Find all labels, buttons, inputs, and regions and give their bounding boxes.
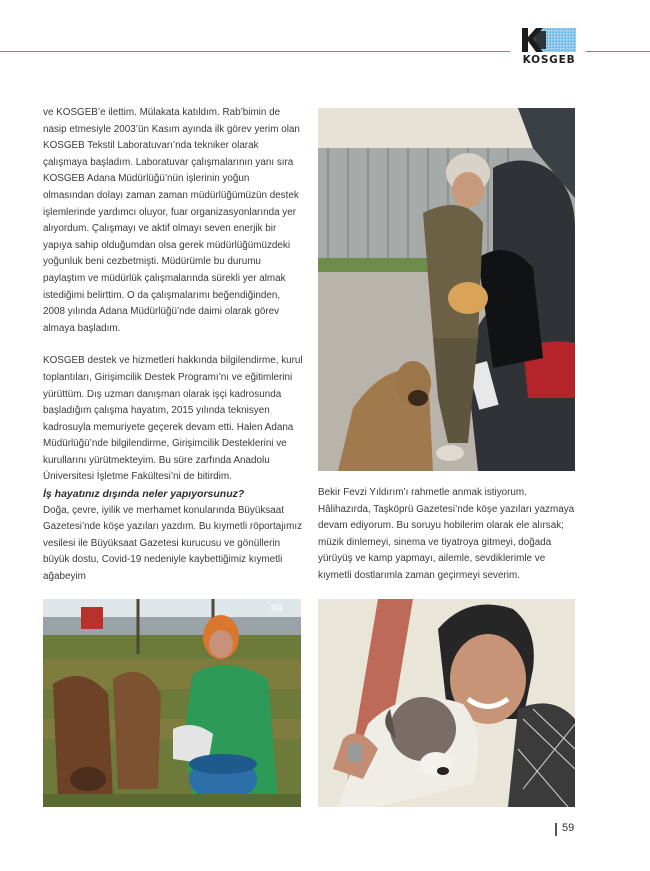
- photo-woman-feeding-dog-by-car: [318, 108, 575, 471]
- kosgeb-logo: [520, 28, 578, 68]
- body-paragraph-2: KOSGEB destek ve hizmetleri hakkında bilgilendirme, kurul toplantıları, Girişimcilik Destek Programı’nı ve eğitimlerini yürüttüm. Dış uzman danışman olarak işçi kadrosunda başladığım çalışma hayatım, 2015 yılında teknisyen kadrosuyla memuriyete geçerek devam etti. Halen Adana Müdürlüğü’nde bilgilendirme, Girişimcilik Desteklerini ve kurullarını yürütmekteyim. Bu süre zarfında Anadolu Üniversitesi İşletme Fakültesi’ni de bitirdim.: [43, 355, 303, 483]
- left-text-column: [43, 105, 303, 586]
- body-paragraph-1: ve KOSGEB’e ilettim. Mülakata katıldım. Rab’bimin de nasip etmesiyle 2003’ün Kasım ayında ilk görev yerim olan KOSGEB Tekstil Laboratuvarı’nda tekniker olarak çalışmaya başladım. Laboratuvar çalışmalarının yanı sıra KOSGEB Adana Müdürlüğü’nün işlerinin yoğun olmasından dolayı zaman zaman müdürlüğümüzün destek işlemlerinde yardımcı oluyor, fuar organizasyonlarında yer alıyordum. Çalışmayı ve aktif olmayı seven enerjik bir yapıya sahip olduğumdan olsa gerek müdürlüğümüzdeki yoğunluk beni cezbetmişti. Müdürümle bu durumu paylaştım ve müdürlük çalışmalarında sürekli yer almak istediğimi belirttim. O da çalışmalarımı beğendiğinden, 2008 yılında Adana Müdürlüğü’nde daimi olarak görev almaya başladım.: [43, 107, 300, 334]
- photo-counter-overlay: 3/4: [270, 603, 283, 613]
- page-number: 59: [562, 822, 575, 834]
- right-text-column: [318, 485, 578, 585]
- kosgeb-logo-mark: [522, 28, 576, 52]
- page-number-rule: [555, 823, 557, 836]
- body-paragraph-3: Doğa, çevre, iyilik ve merhamet konularında Büyüksaat Gazetesi’nde köşe yazıları yazdım. Bu kıymetli röportajımız vesilesi ile Büyüksaat Gazetesi kurucusu ve gönüllerin büyük dostu, Covid-19 nedeniyle kaybettiğimiz kıymetli ağabeyim: [43, 504, 303, 583]
- body-paragraph-4: Bekir Fevzi Yıldırım’ı rahmetle anmak istiyorum. Hâlihazırda, Taşköprü Gazetesi’nde köşe yazıları yazmaya devam ediyorum. Bu soruyu hobilerim olarak ele alırsak; müzik dinlemeyi, sinema ve tiyatroya gitmeyi, doğada yürüyüş ve kamp yapmayı, ailemle, sevdiklerimle ve kıymetli dostlarımla zaman geçirmeyi severim.: [318, 487, 575, 581]
- header-rule-right: [586, 51, 650, 52]
- header-rule-left: [0, 51, 510, 52]
- photo-woman-hugging-puppy: [318, 599, 575, 807]
- photo-woman-feeding-puppies-on-grass: [43, 599, 301, 807]
- section-question-heading: İş hayatınız dışında neler yapıyorsunuz?: [43, 488, 245, 501]
- logo-wordmark: KOSGEB: [522, 54, 576, 66]
